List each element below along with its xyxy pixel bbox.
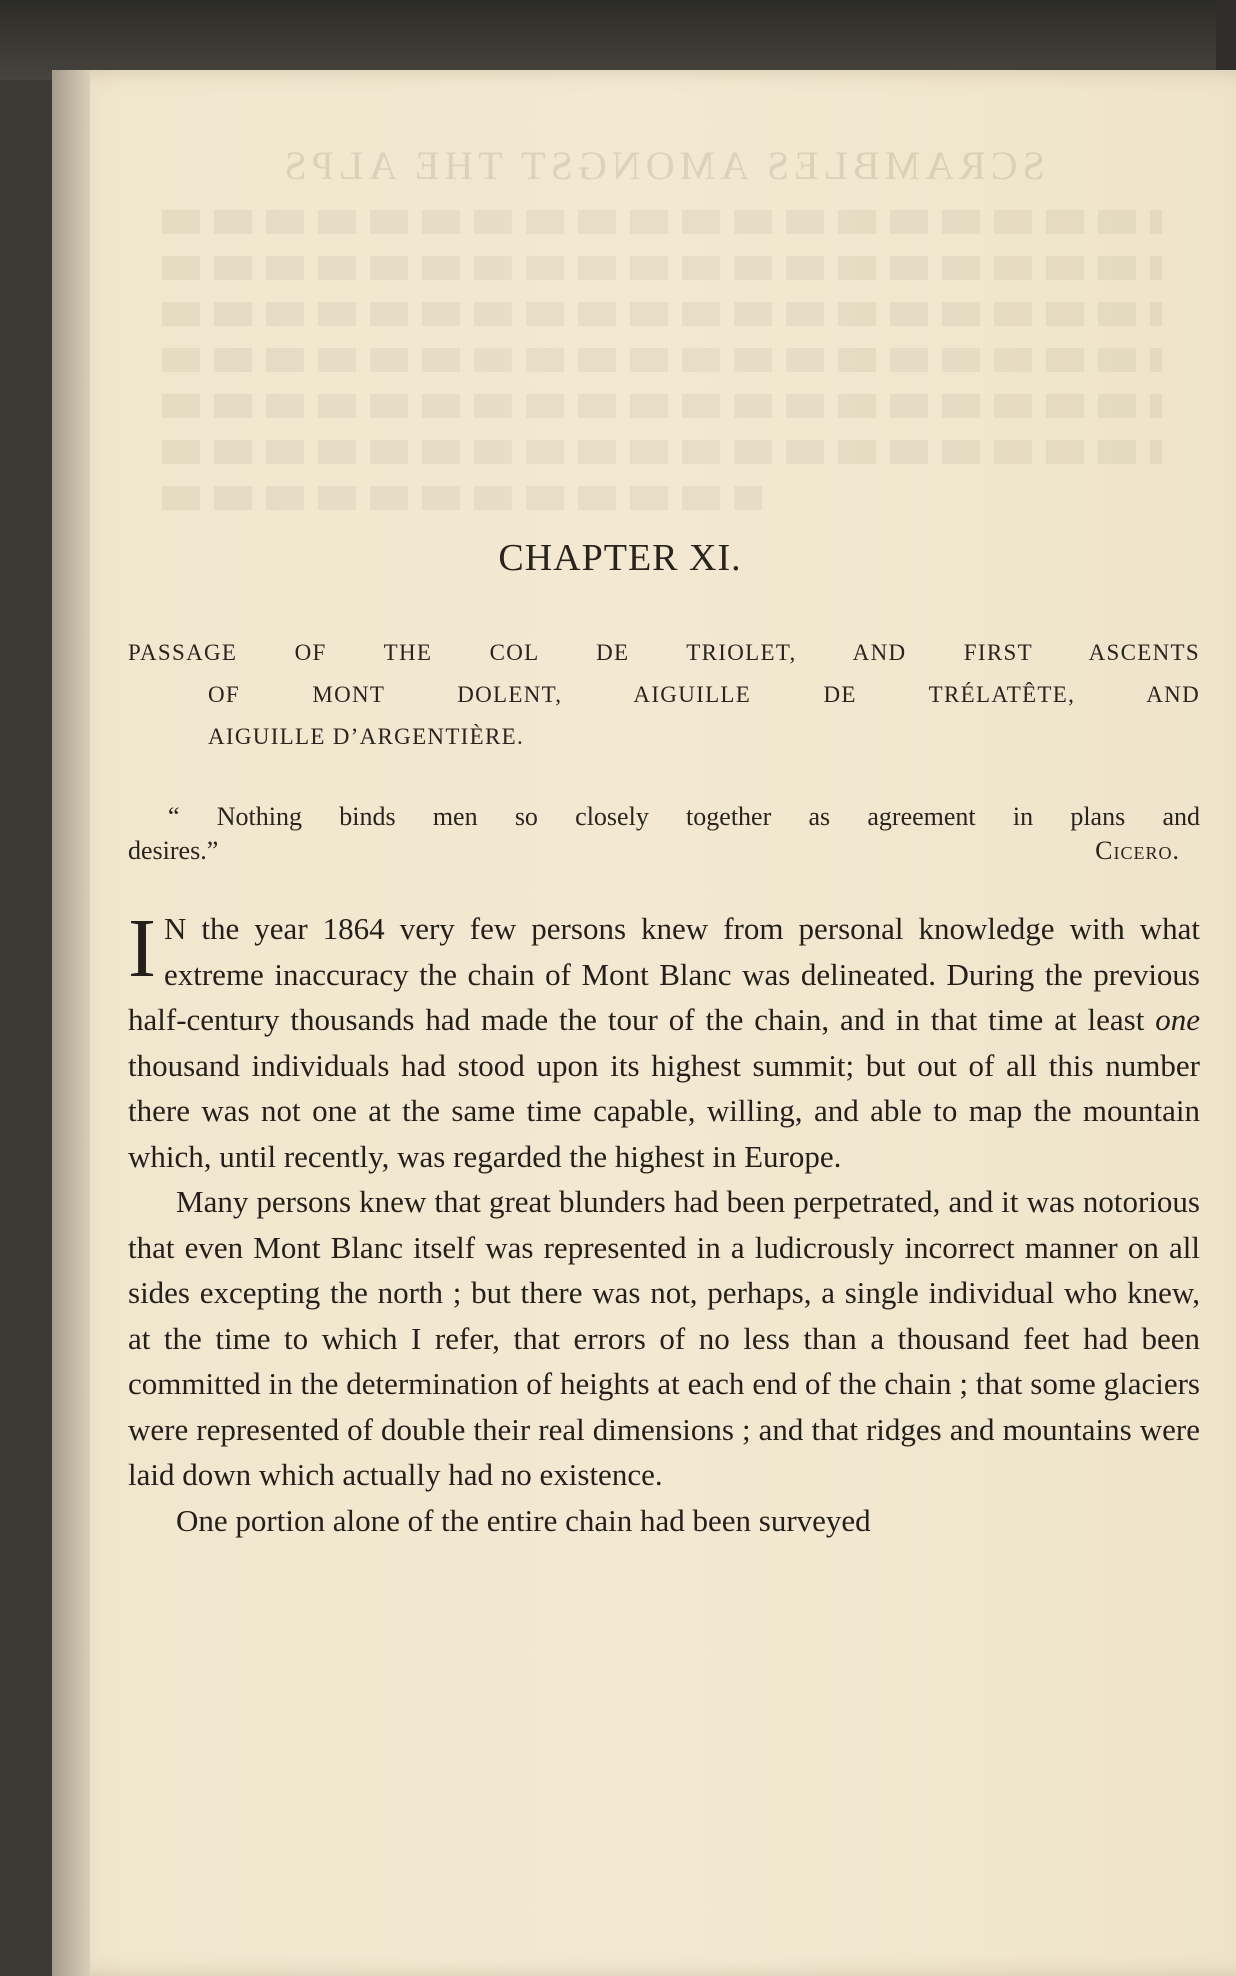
summary-line-2: OF MONT DOLENT, AIGUILLE DE TRÉLATÊTE, AND xyxy=(208,682,1200,707)
book-top-edge xyxy=(0,0,1236,80)
epigraph-line-2: desires.” xyxy=(128,836,219,865)
chapter-title: CHAPTER XI. xyxy=(498,537,742,579)
epigraph-line-1: “ Nothing binds men so closely together as agreement in plans and xyxy=(168,802,1200,831)
epigraph-attribution: Cicero. xyxy=(1095,836,1180,865)
paragraph-1-text-b: thousand individuals had stood upon its highest summit; but out of all this number there was not one at the same time capable, willing, and able to map the mountain which, until recently, was regarded the highest in Europe. xyxy=(128,1047,1200,1174)
paragraph-1-emphasis: one xyxy=(1155,1002,1200,1037)
chapter-summary xyxy=(128,632,1200,758)
body-text xyxy=(128,902,1200,1543)
paragraph-1-text-a: N the year 1864 very few persons knew from personal knowledge with what extreme inaccuracy the chain of Mont Blanc was delineated. During the previous half-century thousands had made the tour of the chain, and in that time at least xyxy=(128,911,1200,1037)
paragraph-3: One portion alone of the entire chain had been surveyed xyxy=(176,1502,871,1538)
drop-cap: I xyxy=(128,902,156,995)
page-gutter-shadow xyxy=(52,70,90,1976)
show-through-header: SCRAMBLES AMONGST THE ALPS xyxy=(279,143,1045,188)
paragraph-1 xyxy=(128,902,1200,1179)
summary-line-1: PASSAGE OF THE COL DE TRIOLET, AND FIRST ASCENTS xyxy=(128,640,1200,665)
show-through-text xyxy=(162,210,1162,532)
epigraph xyxy=(128,800,1200,868)
summary-line-3: AIGUILLE D’ARGENTIÈRE. xyxy=(208,724,525,749)
paragraph-2: Many persons knew that great blunders had been perpetrated, and it was notorious that even Mont Blanc itself was represented in a ludicrously incorrect manner on all sides excepting the north ; but there was not, perhaps, a single individual who knew, at the time to which I refer, that errors of no less than a thousand feet had been committed in the determination of heights at each end of the chain ; that some glaciers were represented of double their real dimensions ; and that ridges and mountains were laid down which actually had no existence. xyxy=(128,1184,1200,1492)
